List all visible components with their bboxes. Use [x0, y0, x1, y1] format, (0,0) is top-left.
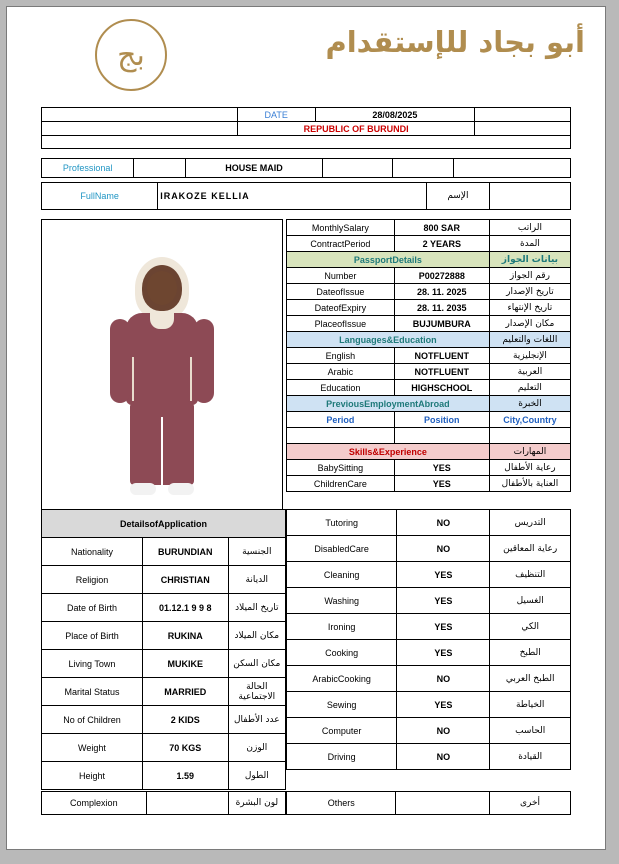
skill-row — [287, 460, 571, 476]
living-town-arabic: مكان السكن — [228, 650, 285, 678]
left-stripe — [132, 357, 134, 401]
others-arabic: أخرى — [490, 792, 571, 815]
height-label: Height — [42, 762, 143, 790]
date-of-issue-arabic: تاريخ الإصدار — [489, 284, 570, 300]
date-of-issue-label: DateofIssue — [287, 284, 395, 300]
others-label: Others — [287, 792, 396, 815]
arabic-value: NOTFLUENT — [394, 364, 489, 380]
no-of-children-arabic: عدد الأطفال — [228, 706, 285, 734]
detail-row — [42, 762, 286, 790]
detail-row — [42, 566, 286, 594]
driving-label: Driving — [287, 744, 397, 770]
contract-period-arabic: المدة — [489, 236, 570, 252]
profession-row — [42, 159, 571, 178]
complexion-table — [41, 791, 286, 815]
computer-value: NO — [397, 718, 490, 744]
place-of-issue-arabic: مكان الإصدار — [489, 316, 570, 332]
footer-section — [41, 791, 571, 815]
position-header: Position — [394, 412, 489, 428]
arabic-cooking-value: NO — [397, 666, 490, 692]
cleaning-label: Cleaning — [287, 562, 397, 588]
children-care-label: ChildrenCare — [287, 476, 395, 492]
country-row — [42, 122, 571, 136]
cleaning-arabic: التنظيف — [490, 562, 571, 588]
tutoring-value: NO — [397, 510, 490, 536]
passport-section-title-arabic: بيانات الجواز — [489, 252, 570, 268]
passport-row — [287, 268, 571, 284]
language-row — [287, 364, 571, 380]
company-logo-icon: بج — [95, 19, 167, 91]
skill-row — [287, 744, 571, 770]
washing-arabic: الغسيل — [490, 588, 571, 614]
ironing-value: YES — [397, 614, 490, 640]
date-of-birth-label: Date of Birth — [42, 594, 143, 622]
date-of-issue-value: 28. 11. 2025 — [394, 284, 489, 300]
contract-row — [287, 220, 571, 236]
skills-section-title-arabic: المهارات — [489, 444, 570, 460]
previous-employment-header-row — [287, 412, 571, 428]
monthly-salary-arabic: الراتب — [489, 220, 570, 236]
complexion-value — [146, 792, 228, 815]
detail-row — [42, 706, 286, 734]
education-label: Education — [287, 380, 395, 396]
footer-layout — [41, 791, 571, 815]
skill-row — [287, 536, 571, 562]
document-header — [7, 7, 605, 99]
right-stripe — [190, 357, 192, 401]
arabic-label: Arabic — [287, 364, 395, 380]
date-of-birth-arabic: تاريخ الميلاد — [228, 594, 285, 622]
education-value: HIGHSCHOOL — [394, 380, 489, 396]
spacer-row — [42, 136, 571, 149]
position-value — [394, 428, 489, 444]
tutoring-arabic: التدريس — [490, 510, 571, 536]
computer-label: Computer — [287, 718, 397, 744]
period-header: Period — [287, 412, 395, 428]
applicant-photo — [41, 219, 283, 516]
left-arm-shape — [110, 319, 130, 403]
contract-row — [287, 236, 571, 252]
religion-arabic: الديانة — [228, 566, 285, 594]
nationality-label: Nationality — [42, 538, 143, 566]
washing-value: YES — [397, 588, 490, 614]
washing-label: Washing — [287, 588, 397, 614]
fullname-value: IRAKOZE KELLIA — [158, 183, 427, 210]
period-value — [287, 428, 395, 444]
skills-section-title: Skills&Experience — [287, 444, 490, 460]
collar-shape — [150, 313, 174, 329]
others-value — [396, 792, 490, 815]
city-country-header: City,Country — [489, 412, 570, 428]
children-care-value: YES — [394, 476, 489, 492]
profession-table — [41, 158, 571, 178]
skill-row — [287, 666, 571, 692]
detail-row — [42, 734, 286, 762]
top-info-table — [41, 107, 571, 159]
date-row — [42, 108, 571, 122]
place-of-birth-arabic: مكان الميلاد — [228, 622, 285, 650]
marital-status-label: Marital Status — [42, 678, 143, 706]
details-header-row — [42, 510, 286, 538]
professional-label: Professional — [42, 159, 134, 178]
nationality-arabic: الجنسية — [228, 538, 285, 566]
person-illustration — [102, 257, 222, 507]
right-arm-shape — [194, 319, 214, 403]
skill-row — [287, 692, 571, 718]
fullname-table — [41, 182, 571, 210]
complexion-arabic: لون البشرة — [228, 792, 285, 815]
weight-arabic: الوزن — [228, 734, 285, 762]
disabled-care-arabic: رعاية المعاقين — [490, 536, 571, 562]
detail-row — [42, 594, 286, 622]
detail-row — [42, 650, 286, 678]
education-arabic: التعليم — [489, 380, 570, 396]
arabic-arabic: العربية — [489, 364, 570, 380]
english-label: English — [287, 348, 395, 364]
languages-section-title: Languages&Education — [287, 332, 490, 348]
skill-row — [287, 476, 571, 492]
no-of-children-label: No of Children — [42, 706, 143, 734]
previous-employment-title-arabic: الخبرة — [489, 396, 570, 412]
driving-value: NO — [397, 744, 490, 770]
previous-employment-title-row — [287, 396, 571, 412]
contract-period-value: 2 YEARS — [394, 236, 489, 252]
weight-label: Weight — [42, 734, 143, 762]
monthly-salary-value: 800 SAR — [394, 220, 489, 236]
disabled-care-label: DisabledCare — [287, 536, 397, 562]
living-town-label: Living Town — [42, 650, 143, 678]
passport-number-label: Number — [287, 268, 395, 284]
passport-title-row — [287, 252, 571, 268]
left-shoe — [130, 483, 156, 495]
date-of-birth-value: 01.12.1 9 9 8 — [142, 594, 228, 622]
languages-section-title-arabic: اللغات والتعليم — [489, 332, 570, 348]
height-arabic: الطول — [228, 762, 285, 790]
details-of-application-table — [41, 509, 286, 790]
date-value: 28/08/2025 — [315, 108, 475, 122]
company-name-arabic: أبو بجاد للإستقدام — [325, 25, 585, 59]
leg-split — [161, 417, 163, 485]
passport-section-title: PassportDetails — [287, 252, 490, 268]
skill-row — [287, 510, 571, 536]
document-page — [6, 6, 606, 850]
right-details-table — [286, 219, 571, 492]
job-title: HOUSE MAID — [185, 159, 323, 178]
sewing-arabic: الخياطة — [490, 692, 571, 718]
contract-period-label: ContractPeriod — [287, 236, 395, 252]
cooking-arabic: الطبخ — [490, 640, 571, 666]
place-of-birth-label: Place of Birth — [42, 622, 143, 650]
driving-arabic: القيادة — [490, 744, 571, 770]
passport-number-value: P00272888 — [394, 268, 489, 284]
passport-row — [287, 316, 571, 332]
place-of-issue-label: PlaceofIssue — [287, 316, 395, 332]
previous-employment-row — [287, 428, 571, 444]
detail-row — [42, 678, 286, 706]
bottom-section — [41, 509, 571, 790]
cleaning-value: YES — [397, 562, 490, 588]
date-of-expiry-label: DateofExpiry — [287, 300, 395, 316]
cooking-label: Cooking — [287, 640, 397, 666]
city-country-value — [489, 428, 570, 444]
skill-row — [287, 588, 571, 614]
detail-row — [42, 622, 286, 650]
sewing-value: YES — [397, 692, 490, 718]
no-of-children-value: 2 KIDS — [142, 706, 228, 734]
skill-row — [287, 718, 571, 744]
middle-layout — [41, 219, 571, 516]
skill-row — [287, 614, 571, 640]
passport-row — [287, 300, 571, 316]
living-town-value: MUKIKE — [142, 650, 228, 678]
place-of-birth-value: RUKINA — [142, 622, 228, 650]
detail-row — [42, 538, 286, 566]
right-shoe — [168, 483, 194, 495]
ironing-label: Ironing — [287, 614, 397, 640]
place-of-issue-value: BUJUMBURA — [394, 316, 489, 332]
language-row — [287, 348, 571, 364]
face-shape — [147, 271, 177, 305]
cooking-value: YES — [397, 640, 490, 666]
skill-row — [287, 640, 571, 666]
marital-status-arabic: الحالة الاجتماعية — [228, 678, 285, 706]
computer-arabic: الحاسب — [490, 718, 571, 744]
disabled-care-value: NO — [397, 536, 490, 562]
weight-value: 70 KGS — [142, 734, 228, 762]
country-label: REPUBLIC OF BURUNDI — [237, 122, 474, 136]
arabic-cooking-label: ArabicCooking — [287, 666, 397, 692]
fullname-arabic-label: الإسم — [426, 183, 489, 210]
english-arabic: الإنجليزية — [489, 348, 570, 364]
details-title: DetailsofApplication — [42, 510, 286, 538]
babysitting-label: BabySitting — [287, 460, 395, 476]
height-value: 1.59 — [142, 762, 228, 790]
fullname-row — [42, 183, 571, 210]
languages-title-row — [287, 332, 571, 348]
middle-section — [41, 219, 571, 516]
date-of-expiry-value: 28. 11. 2035 — [394, 300, 489, 316]
religion-label: Religion — [42, 566, 143, 594]
arabic-cooking-arabic: الطبخ العربي — [490, 666, 571, 692]
monthly-salary-label: MonthlySalary — [287, 220, 395, 236]
ironing-arabic: الكي — [490, 614, 571, 640]
skills-table — [286, 509, 571, 770]
tutoring-label: Tutoring — [287, 510, 397, 536]
language-row — [287, 380, 571, 396]
photo-figure — [42, 220, 282, 515]
complexion-label: Complexion — [42, 792, 147, 815]
skills-title-row — [287, 444, 571, 460]
date-label: DATE — [237, 108, 315, 122]
date-of-expiry-arabic: تاريخ الإنتهاء — [489, 300, 570, 316]
babysitting-arabic: رعاية الأطفال — [489, 460, 570, 476]
babysitting-value: YES — [394, 460, 489, 476]
marital-status-value: MARRIED — [142, 678, 228, 706]
sewing-label: Sewing — [287, 692, 397, 718]
bottom-layout — [41, 509, 571, 790]
passport-row — [287, 284, 571, 300]
others-table — [286, 791, 571, 815]
previous-employment-title: PreviousEmploymentAbroad — [287, 396, 490, 412]
children-care-arabic: العناية بالأطفال — [489, 476, 570, 492]
top-info-block — [41, 107, 571, 210]
english-value: NOTFLUENT — [394, 348, 489, 364]
religion-value: CHRISTIAN — [142, 566, 228, 594]
nationality-value: BURUNDIAN — [142, 538, 228, 566]
others-row — [287, 792, 571, 815]
complexion-row — [42, 792, 286, 815]
fullname-label: FullName — [42, 183, 158, 210]
skill-row — [287, 562, 571, 588]
passport-number-arabic: رقم الجواز — [489, 268, 570, 284]
